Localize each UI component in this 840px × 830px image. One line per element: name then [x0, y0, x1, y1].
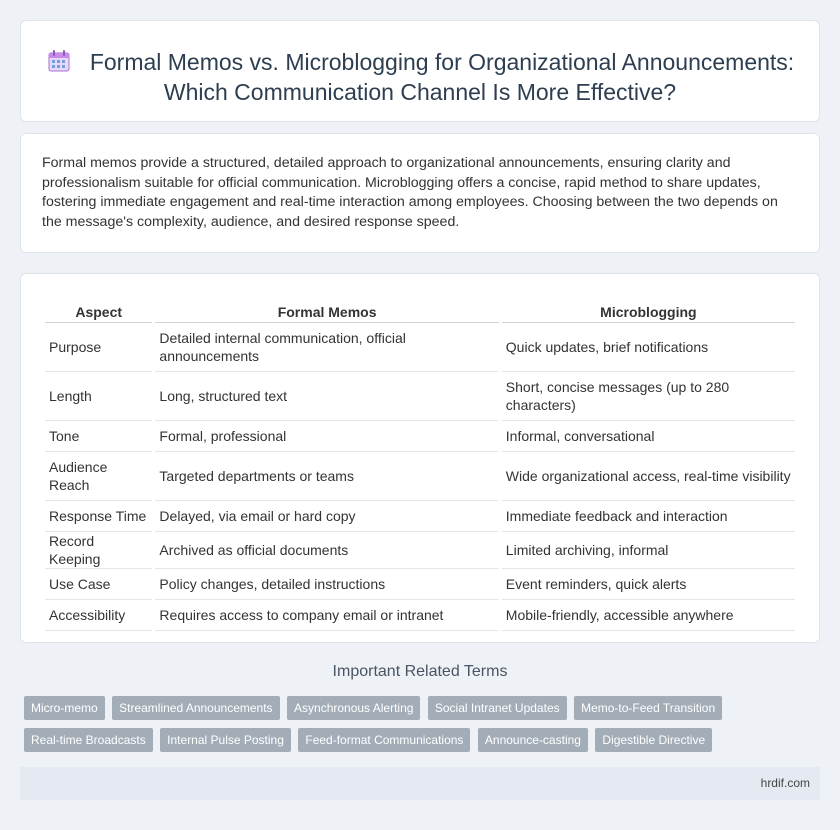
header-microblogging: Microblogging [502, 294, 795, 323]
footer-bar [20, 767, 820, 800]
title-card [20, 20, 820, 122]
related-term-tag[interactable]: Asynchronous Alerting [287, 696, 420, 720]
header-aspect: Aspect [45, 294, 152, 323]
formal-memos-cell: Detailed internal communication, official announcements [155, 323, 498, 372]
microblogging-cell: Limited archiving, informal [502, 532, 795, 569]
table-row [45, 323, 795, 372]
aspect-cell: Response Time [45, 501, 152, 532]
related-term-tag[interactable]: Memo-to-Feed Transition [574, 696, 722, 720]
page-title [21, 21, 819, 107]
table-row [45, 421, 795, 452]
intro-paragraph: Formal memos provide a structured, detailed approach to organizational announcements, ensuring clarity and professionalism suitable for official communication. Microblogging offers a concise, rapid method to share updates, fostering immediate engagement and real-time interaction among employees. Choosing between the two depends on the message's complexity, audience, and desired response speed. [42, 155, 778, 230]
microblogging-cell: Informal, conversational [502, 421, 795, 452]
table-row [45, 569, 795, 600]
microblogging-cell: Wide organizational access, real-time visibility [502, 452, 795, 501]
table-row [45, 532, 795, 569]
comparison-card [20, 273, 820, 643]
related-term-tag[interactable]: Social Intranet Updates [428, 696, 567, 720]
related-term-tag[interactable]: Internal Pulse Posting [160, 728, 291, 752]
microblogging-cell: Mobile-friendly, accessible anywhere [502, 600, 795, 631]
table-row [45, 501, 795, 532]
footer-site-link[interactable]: hrdif.com [760, 776, 810, 790]
formal-memos-cell: Archived as official documents [155, 532, 498, 569]
formal-memos-cell: Requires access to company email or intranet [155, 600, 498, 631]
microblogging-cell: Short, concise messages (up to 280 characters) [502, 372, 795, 421]
calendar-icon [46, 48, 72, 74]
related-term-tag[interactable]: Micro-memo [24, 696, 105, 720]
aspect-cell: Audience Reach [45, 452, 152, 501]
microblogging-cell: Immediate feedback and interaction [502, 501, 795, 532]
header-formal-memos: Formal Memos [155, 294, 498, 323]
table-row [45, 452, 795, 501]
intro-card [20, 133, 820, 253]
microblogging-cell: Quick updates, brief notifications [502, 323, 795, 372]
aspect-cell: Record Keeping [45, 532, 152, 569]
formal-memos-cell: Targeted departments or teams [155, 452, 498, 501]
aspect-cell: Accessibility [45, 600, 152, 631]
table-header-row [45, 294, 795, 323]
related-term-tag[interactable]: Real-time Broadcasts [24, 728, 153, 752]
comparison-table [42, 294, 798, 631]
formal-memos-cell: Formal, professional [155, 421, 498, 452]
related-term-tag[interactable]: Announce-casting [478, 728, 588, 752]
microblogging-cell: Event reminders, quick alerts [502, 569, 795, 600]
aspect-cell: Use Case [45, 569, 152, 600]
formal-memos-cell: Delayed, via email or hard copy [155, 501, 498, 532]
formal-memos-cell: Policy changes, detailed instructions [155, 569, 498, 600]
related-terms-heading: Important Related Terms [332, 663, 508, 680]
aspect-cell: Purpose [45, 323, 152, 372]
related-term-tag[interactable]: Digestible Directive [595, 728, 712, 752]
formal-memos-cell: Long, structured text [155, 372, 498, 421]
table-row [45, 372, 795, 421]
page-title-text: Formal Memos vs. Microblogging for Organizational Announcements: Which Communication Channel Is More Effective? [89, 49, 795, 105]
related-term-tag[interactable]: Streamlined Announcements [112, 696, 279, 720]
table-row [45, 600, 795, 631]
aspect-cell: Length [45, 372, 152, 421]
related-term-tag[interactable]: Feed-format Communications [298, 728, 470, 752]
aspect-cell: Tone [45, 421, 152, 452]
related-terms-tags [24, 696, 824, 760]
